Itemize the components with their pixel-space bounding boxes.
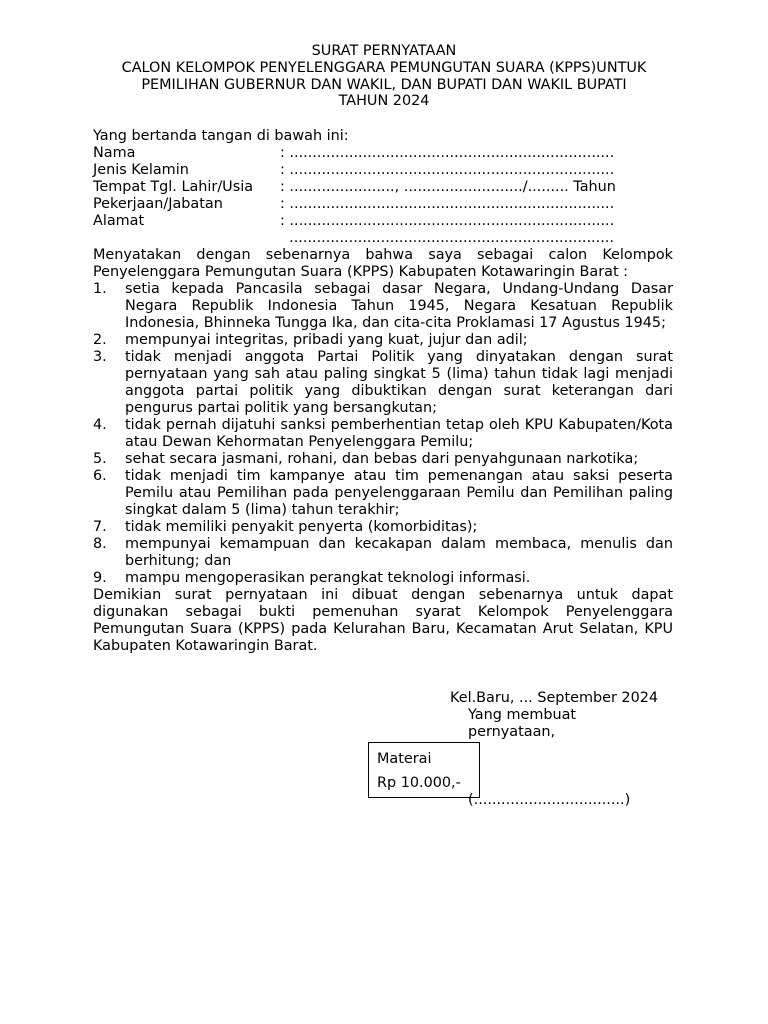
title-line-4: TAHUN 2024	[338, 93, 430, 110]
list-item	[93, 451, 673, 468]
list-item	[93, 519, 673, 536]
list-item	[93, 281, 673, 332]
list-item-text: mampu mengoperasikan perangkat teknologi informasi.	[125, 570, 531, 586]
list-item-text: tidak menjadi tim kampanye atau tim pemenangan atau saksi peserta Pemilu atau Pemilihan pada penyelenggaraan Pemilu dan Pemilihan paling singkat dalam 5 (lima) tahun terakhir;	[125, 468, 673, 518]
field-value: : ......................., ........................../......... Tahun	[280, 179, 616, 195]
list-item-text: tidak menjadi anggota Partai Politik yang dinyatakan dengan surat pernyataan yang sah atau paling singkat 5 (lima) tahun tidak lagi menjadi anggota partai politik yang dibuktikan dengan surat keterangan dari pengurus partai politik yang bersangkutan;	[125, 349, 673, 416]
field-value: : .......................................................................	[280, 145, 615, 161]
field-label	[93, 230, 280, 247]
title-line-1: SURAT PERNYATAAN	[311, 43, 457, 59]
field-row-tempat-tgl-lahir	[93, 179, 673, 196]
closing-text: Demikian surat pernyataan ini dibuat dengan sebenarnya untuk dapat digunakan sebagai bukti pemenuhan syarat Kelompok Penyelenggara Pemungutan Suara (KPPS) pada Kelurahan Baru, Kecamatan Arut Selatan, KPU Kabupaten Kotawaringin Barat.	[93, 587, 673, 654]
list-item-number: 2.	[93, 332, 107, 348]
field-row-nama	[93, 145, 673, 162]
list-item-number: 3.	[93, 349, 107, 365]
list-item-number: 9.	[93, 570, 107, 586]
materai-box	[368, 742, 480, 798]
field-label: Nama	[93, 145, 136, 161]
list-item-text: tidak memiliki penyakit penyerta (komorbiditas);	[125, 519, 478, 535]
field-label: Jenis Kelamin	[93, 162, 189, 178]
field-value: : .......................................................................	[280, 162, 615, 178]
intro-text: Yang bertanda tangan di bawah ini:	[93, 128, 349, 144]
maker-line-2: pernyataan,	[468, 724, 556, 740]
list-item-text: tidak pernah dijatuhi sanksi pemberhentian tetap oleh KPU Kabupaten/Kota atau Dewan Kehormatan Penyelenggara Pemilu;	[125, 417, 673, 450]
field-label: Tempat Tgl. Lahir/Usia	[93, 179, 254, 195]
list-item-number: 4.	[93, 417, 107, 433]
list-item	[93, 468, 673, 519]
field-value: .......................................................................	[280, 230, 614, 246]
maker-line-1: Yang membuat	[468, 707, 577, 723]
document-body	[93, 128, 673, 655]
list-item-number: 5.	[93, 451, 107, 467]
field-value: : .......................................................................	[280, 196, 615, 212]
requirements-list	[93, 281, 673, 587]
list-item	[93, 417, 673, 451]
field-row-alamat	[93, 213, 673, 230]
list-item	[93, 349, 673, 417]
document-title	[80, 43, 688, 110]
list-item-number: 8.	[93, 536, 107, 552]
list-item-text: sehat secara jasmani, rohani, dan bebas dari penyahgunaan narkotika;	[125, 451, 639, 467]
signature-name-blank: (.................................)	[468, 792, 631, 808]
place-date: Kel.Baru, ... September 2024	[450, 690, 659, 706]
title-line-3: PEMILIHAN GUBERNUR DAN WAKIL, DAN BUPATI DAN WAKIL BUPATI	[141, 76, 627, 93]
field-row-jenis-kelamin	[93, 162, 673, 179]
list-item-number: 1.	[93, 281, 107, 297]
title-line-2: CALON KELOMPOK PENYELENGGARA PEMUNGUTAN SUARA (KPPS)UNTUK	[121, 59, 647, 76]
materai-label: Materai	[377, 751, 432, 767]
field-value: : .......................................................................	[280, 213, 615, 229]
list-item-text: setia kepada Pancasila sebagai dasar Negara, Undang-Undang Dasar Negara Republik Indonesia Tahun 1945, Negara Kesatuan Republik Indonesia, Bhinneka Tungga Ika, dan cita-cita Proklamasi 17 Agustus 1945;	[125, 281, 673, 331]
statement-text: Menyatakan dengan sebenarnya bahwa saya sebagai calon Kelompok Penyelenggara Pemungutan Suara (KPPS) Kabupaten Kotawaringin Barat :	[93, 247, 673, 280]
list-item-text: mempunyai integritas, pribadi yang kuat, jujur dan adil;	[125, 332, 528, 348]
field-label: Alamat	[93, 213, 145, 229]
field-row-alamat-cont	[93, 230, 673, 247]
field-label: Pekerjaan/Jabatan	[93, 196, 223, 212]
list-item	[93, 536, 673, 570]
list-item	[93, 332, 673, 349]
field-row-pekerjaan	[93, 196, 673, 213]
materai-amount: Rp 10.000,-	[377, 775, 461, 791]
list-item-text: mempunyai kemampuan dan kecakapan dalam membaca, menulis dan berhitung; dan	[125, 536, 673, 569]
list-item-number: 7.	[93, 519, 107, 535]
list-item-number: 6.	[93, 468, 107, 484]
list-item	[93, 570, 673, 587]
